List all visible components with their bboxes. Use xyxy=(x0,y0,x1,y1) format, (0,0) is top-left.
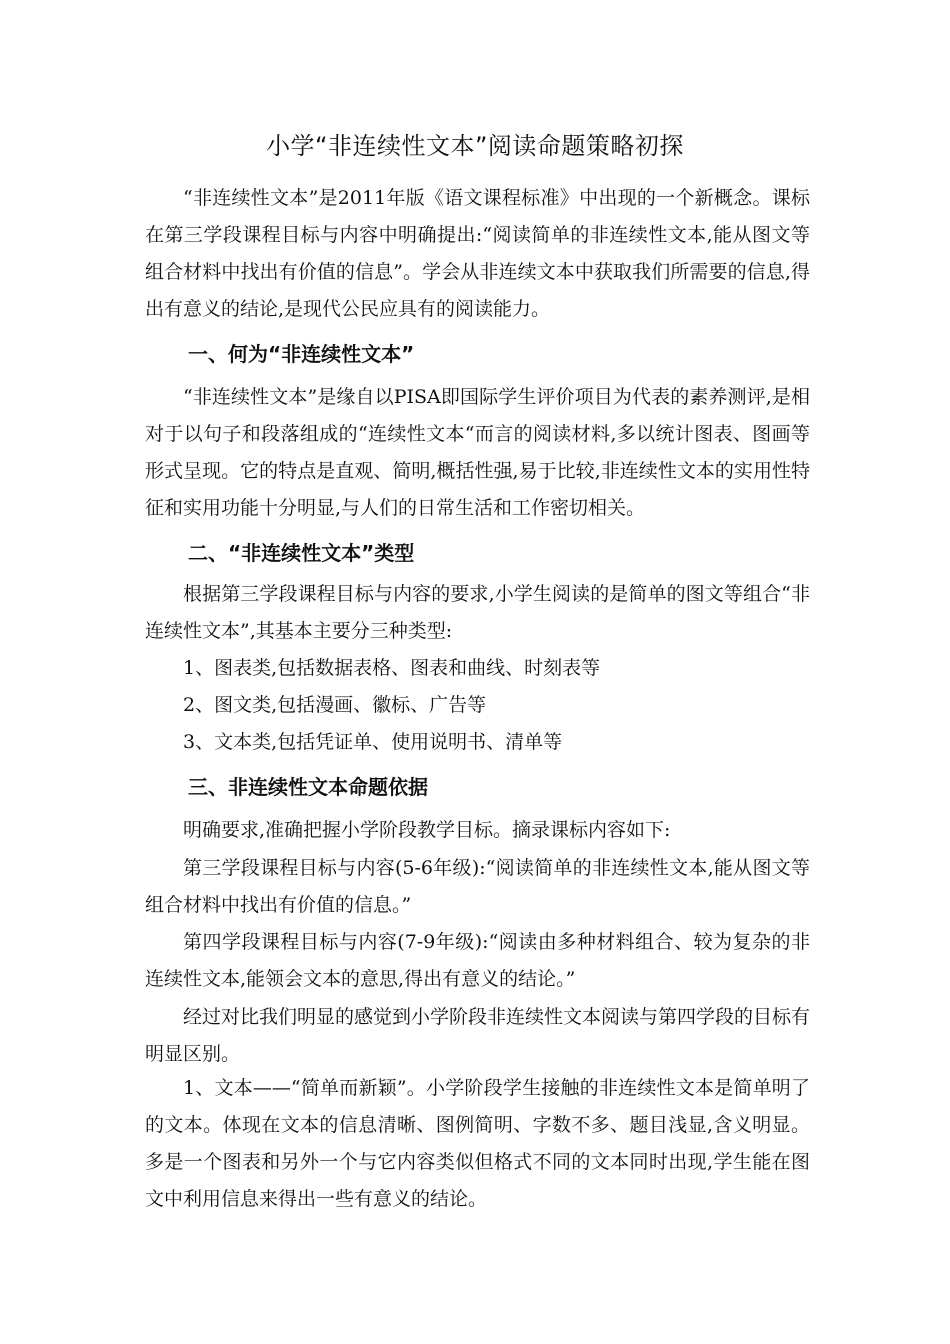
section3-paragraph-3: 第四学段课程目标与内容(7-9年级):“阅读由多种材料组合、较为复杂的非连续性文本,能领会文本的意思,得出有意义的结论。” xyxy=(145,931,810,990)
section2-paragraph: 根据第三学段课程目标与内容的要求,小学生阅读的是简单的图文等组合“非连续性文本”,其基本主要分三种类型: xyxy=(145,583,810,642)
section3-paragraph-5: 1、文本——“简单而新颖”。小学阶段学生接触的非连续性文本是简单明了的文本。体现在文本的信息清晰、图例简明、字数不多、题目浅显,含义明显。多是一个图表和另外一个与它内容类似但格式不同的文本同时出现,学生能在图文中利用信息来得出一些有意义的结论。 xyxy=(145,1077,810,1210)
section3-paragraph-2: 第三学段课程目标与内容(5-6年级):“阅读简单的非连续性文本,能从图文等组合材料中找出有价值的信息。” xyxy=(145,857,810,916)
section2-heading: 二、“非连续性文本”类型 xyxy=(188,541,415,565)
intro-paragraph: “非连续性文本”是2011年版《语文课程标准》中出现的一个新概念。课标在第三学段课程目标与内容中明确提出:“阅读简单的非连续性文本,能从图文等组合材料中找出有价值的信息”。学会从非连续文本中获取我们所需要的信息,得出有意义的结论,是现代公民应具有的阅读能力。 xyxy=(145,187,810,320)
type-list-item: 3、文本类,包括凭证单、使用说明书、清单等 xyxy=(183,731,563,753)
type-list-item: 1、图表类,包括数据表格、图表和曲线、时刻表等 xyxy=(183,657,601,679)
document-title: 小学“非连续性文本”阅读命题策略初探 xyxy=(266,132,684,160)
section3-heading: 三、非连续性文本命题依据 xyxy=(188,775,428,799)
section1-heading: 一、何为“非连续性文本” xyxy=(188,342,415,366)
section3-paragraph-1: 明确要求,准确把握小学阶段教学目标。摘录课标内容如下: xyxy=(183,819,671,841)
section1-paragraph: “非连续性文本”是缘自以PISA即国际学生评价项目为代表的素养测评,是相对于以句子和段落组成的“连续性文本“而言的阅读材料,多以统计图表、图画等形式呈现。它的特点是直观、简明,概括性强,易于比较,非连续性文本的实用性特征和实用功能十分明显,与人们的日常生活和工作密切相关。 xyxy=(145,386,810,519)
section3-paragraph-4: 经过对比我们明显的感觉到小学阶段非连续性文本阅读与第四学段的目标有明显区别。 xyxy=(145,1006,811,1065)
type-list-item: 2、图文类,包括漫画、徽标、广告等 xyxy=(183,694,487,716)
